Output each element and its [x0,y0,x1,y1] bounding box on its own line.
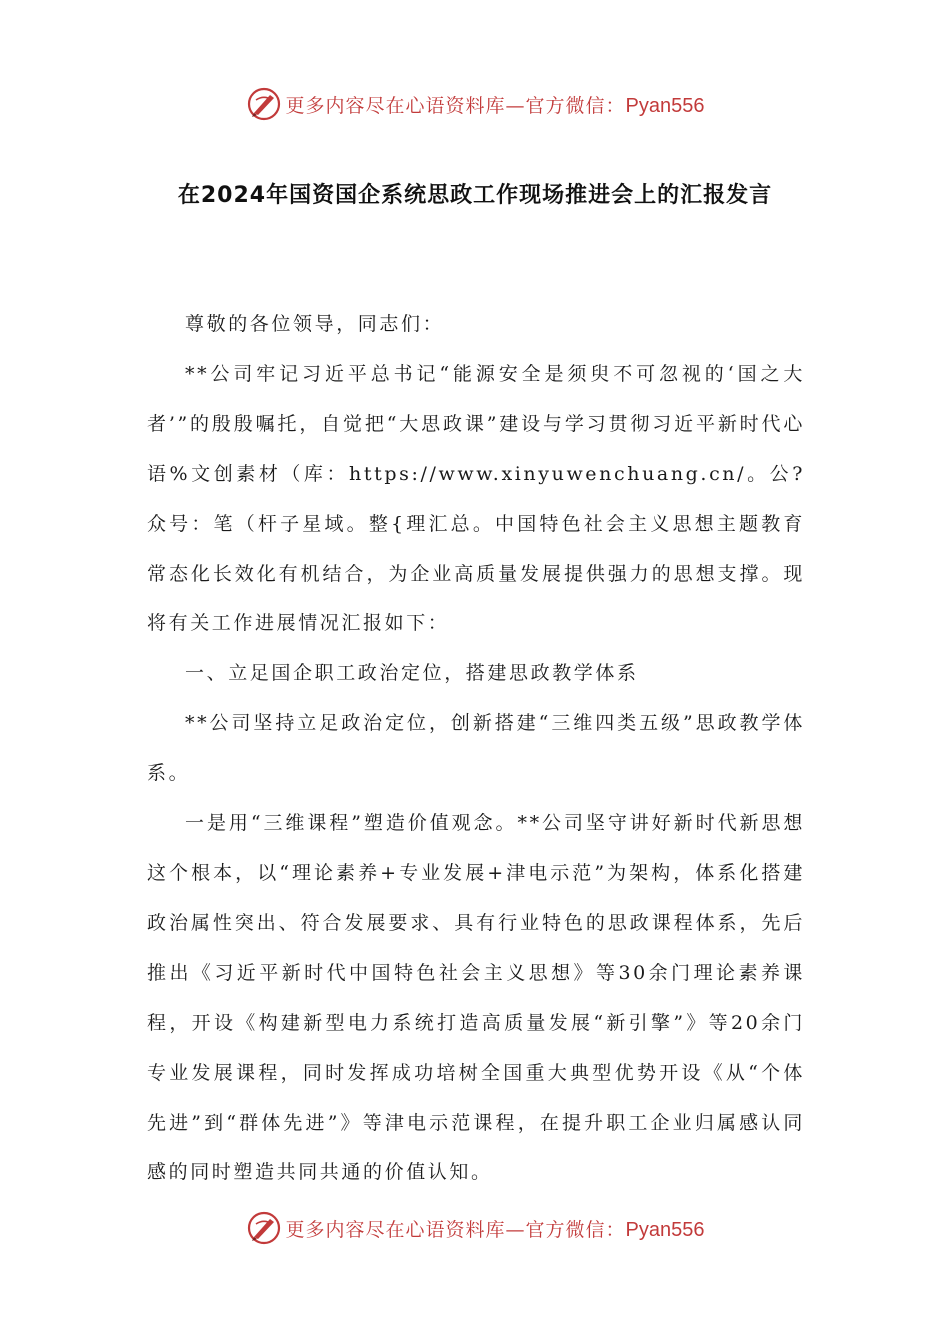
paragraph: **公司牢记习近平总书记“能源安全是须臾不可忽视的‘国之大者’”的殷殷嘱托，自觉把“大思政课”建设与学习贯彻习近平新时代心语%文创素材（库：https://www.xinyuwenchuang.cn/。公?众号：笔（杆子星域。整{理汇总。中国特色社会主义思想主题教育常态化长效化有机结合，为企业高质量发展提供强力的思想支撑。现将有关工作进展情况汇报如下： [147,362,805,635]
document-body [147,300,805,1198]
section-heading: 一、立足国企职工政治定位，搭建思政教学体系 [185,662,639,685]
pen-logo-icon [246,86,282,122]
footer-banner [0,1208,950,1248]
banner-text: 更多内容尽在心语资料库—官方微信：Pyan556 [285,94,705,117]
banner-text: 更多内容尽在心语资料库—官方微信：Pyan556 [285,1218,705,1241]
pen-logo-icon [246,1210,282,1246]
paragraph: **公司坚持立足政治定位，创新搭建“三维四类五级”思政教学体系。 [147,712,805,785]
paragraph: 一是用“三维课程”塑造价值观念。**公司坚守讲好新时代新思想这个根本，以“理论素养+专业发展+津电示范”为架构，体系化搭建政治属性突出、符合发展要求、具有行业特色的思政课程体系，先后推出《习近平新时代中国特色社会主义思想》等30余门理论素养课程，开设《构建新型电力系统打造高质量发展“新引擎”》等20余门专业发展课程，同时发挥成功培树全国重大典型优势开设《从“个体先进”到“群体先进”》等津电示范课程，在提升职工企业归属感认同感的同时塑造共同共通的价值认知。 [147,812,805,1184]
greeting: 尊敬的各位领导，同志们： [185,313,445,335]
header-banner [0,84,950,124]
document-title: 在2024年国资国企系统思政工作现场推进会上的汇报发言 [177,183,773,208]
